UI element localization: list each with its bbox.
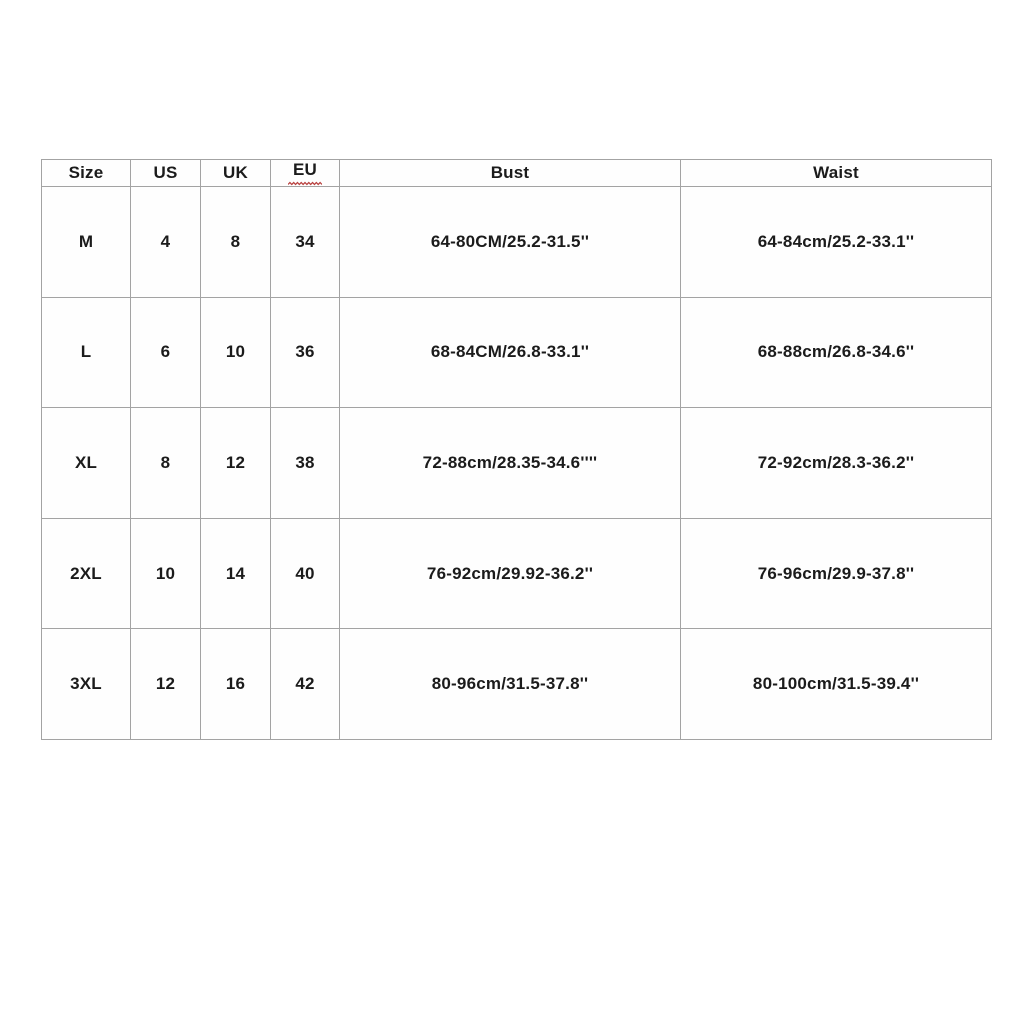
- us-cell: 4: [131, 187, 201, 298]
- col-header-eu-label: [288, 160, 322, 186]
- table-row-2xl: [42, 518, 992, 629]
- uk-cell: 16: [201, 629, 271, 740]
- uk-cell: 10: [201, 297, 271, 408]
- eu-cell: 40: [271, 518, 340, 629]
- col-header-us-label: US: [153, 163, 178, 182]
- bust-cell: 76-92cm/29.92-36.2'': [340, 518, 681, 629]
- uk-cell: 8: [201, 187, 271, 298]
- size-cell: L: [42, 297, 131, 408]
- table-row-3xl: [42, 629, 992, 740]
- col-header-size-label: Size: [68, 163, 104, 182]
- bust-cell: 64-80CM/25.2-31.5'': [340, 187, 681, 298]
- col-header-uk-label: UK: [223, 163, 248, 182]
- size-cell: 2XL: [42, 518, 131, 629]
- uk-cell: 14: [201, 518, 271, 629]
- bust-cell: 68-84CM/26.8-33.1'': [340, 297, 681, 408]
- waist-cell: 76-96cm/29.9-37.8'': [681, 518, 992, 629]
- col-header-bust-label: Bust: [490, 163, 530, 182]
- eu-cell: 34: [271, 187, 340, 298]
- col-header-eu-text: EU: [292, 160, 318, 179]
- bust-cell: 72-88cm/28.35-34.6'''': [340, 408, 681, 519]
- col-header-eu: [271, 160, 340, 187]
- table-row-m: [42, 187, 992, 298]
- waist-cell: 64-84cm/25.2-33.1'': [681, 187, 992, 298]
- col-header-waist: [681, 160, 992, 187]
- us-cell: 10: [131, 518, 201, 629]
- eu-cell: 42: [271, 629, 340, 740]
- spellcheck-underline-path: [288, 183, 322, 185]
- col-header-bust: [340, 160, 681, 187]
- header-row: [42, 160, 992, 187]
- waist-cell: 68-88cm/26.8-34.6'': [681, 297, 992, 408]
- waist-cell: 72-92cm/28.3-36.2'': [681, 408, 992, 519]
- size-chart-table: [41, 159, 992, 740]
- us-cell: 12: [131, 629, 201, 740]
- size-cell: XL: [42, 408, 131, 519]
- col-header-waist-label: Waist: [813, 163, 859, 182]
- col-header-size: [42, 160, 131, 187]
- col-header-uk: [201, 160, 271, 187]
- eu-cell: 38: [271, 408, 340, 519]
- us-cell: 6: [131, 297, 201, 408]
- col-header-us: [131, 160, 201, 187]
- waist-cell: 80-100cm/31.5-39.4'': [681, 629, 992, 740]
- size-cell: 3XL: [42, 629, 131, 740]
- eu-cell: 36: [271, 297, 340, 408]
- uk-cell: 12: [201, 408, 271, 519]
- us-cell: 8: [131, 408, 201, 519]
- table-row-xl: [42, 408, 992, 519]
- bust-cell: 80-96cm/31.5-37.8'': [340, 629, 681, 740]
- table-row-l: [42, 297, 992, 408]
- spellcheck-underline-icon: [288, 181, 322, 186]
- size-cell: M: [42, 187, 131, 298]
